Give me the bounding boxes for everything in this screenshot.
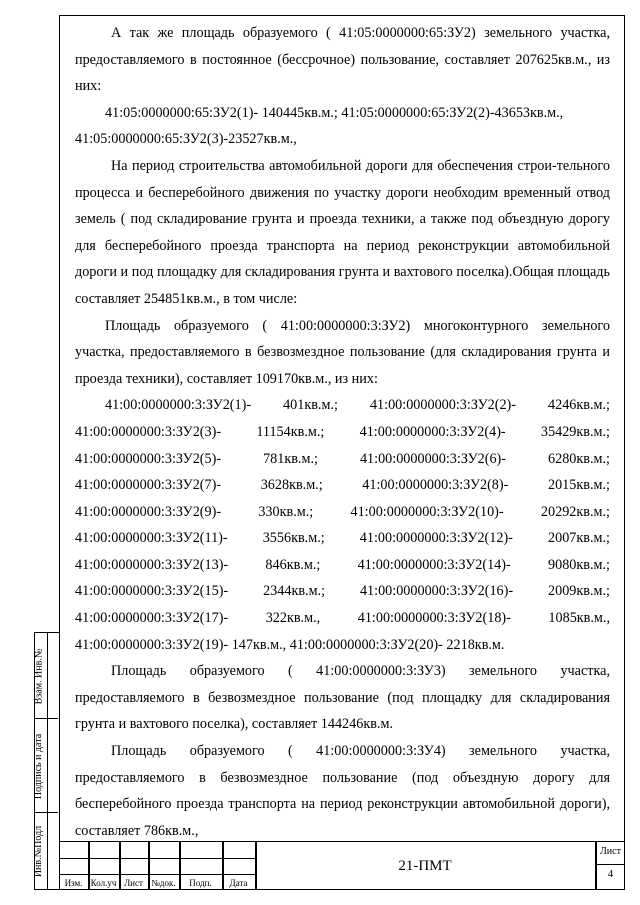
col-kol-uch: Кол.уч (90, 878, 117, 888)
paragraph-zu2-area: А так же площадь образуемого ( 41:05:0000000:65:ЗУ2) земельного участка, предоставляемого в постоянное (бессрочное) пользование, составляет 207625кв.м., из них: (75, 25, 610, 95)
margin-label-podpis: Подпись и дата (33, 733, 44, 799)
plot-list-last-line: 41:00:0000000:3:ЗУ2(19)- 147кв.м., 41:00:0000000:3:ЗУ2(20)- 2218кв.м. (75, 636, 505, 653)
plot-area: 3628кв.м.; (260, 477, 323, 494)
plot-row (75, 605, 610, 632)
plot-area: 6280кв.м.; (548, 450, 610, 467)
plot-row (75, 578, 610, 605)
plot-area: 9080кв.м.; (548, 556, 610, 573)
plot-area: 1085кв.м., (548, 610, 610, 627)
plot-area: 35429кв.м.; (540, 423, 610, 440)
plot-area: 2015кв.м.; (547, 477, 610, 494)
zu2-parts-line-1: 41:05:0000000:65:ЗУ2(1)- 140445кв.м.; 41:05:0000000:65:ЗУ2(2)-43653кв.м., (105, 104, 564, 121)
plot-id: 41:00:0000000:3:ЗУ2(18)- (357, 610, 511, 627)
plot-area: 4246кв.м.; (548, 397, 610, 414)
plot-id: 41:00:0000000:3:ЗУ2(16)- (359, 583, 514, 600)
plot-area: 2007кв.м.; (548, 530, 610, 547)
plot-id: 41:00:0000000:3:ЗУ2(5)- (75, 450, 222, 467)
document-body (75, 20, 610, 844)
sheet-number: 4 (607, 868, 614, 880)
margin-label-inv-podl: Инв.№Подл (33, 825, 45, 877)
plot-id: 41:00:0000000:3:ЗУ2(17)- (75, 610, 229, 627)
col-list: Лист (124, 878, 143, 888)
plot-id: 41:00:0000000:3:ЗУ2(3)- (75, 423, 222, 440)
plot-id: 41:00:0000000:3:ЗУ2(9)- (75, 503, 222, 520)
margin-label-vzam: Взам. Инв.№ (33, 648, 45, 704)
plot-id: 41:00:0000000:3:ЗУ2(7)- (75, 477, 222, 494)
plot-area: 11154кв.м.; (256, 423, 325, 440)
col-podp: Подп. (189, 878, 212, 888)
plot-area: 2009кв.м.; (548, 583, 610, 600)
plot-id: 41:00:0000000:3:ЗУ2(14)- (357, 556, 511, 573)
col-ndok: №док. (151, 878, 176, 888)
plot-row (75, 525, 610, 552)
plot-row (75, 446, 610, 473)
zu2-parts-line-2: 41:05:0000000:65:ЗУ2(3)-23527кв.м., (75, 131, 297, 148)
title-block (59, 841, 625, 890)
plot-id: 41:00:0000000:3:ЗУ2(2)- (369, 397, 517, 414)
plot-area: 846кв.м.; (265, 556, 321, 573)
plot-id: 41:00:0000000:3:ЗУ2(10)- (350, 503, 504, 520)
plot-area: 322кв.м., (265, 610, 321, 627)
plot-id: 41:00:0000000:3:ЗУ2(15)- (75, 583, 229, 600)
plot-area: 3556кв.м.; (262, 530, 325, 547)
plot-area: 2344кв.м.; (263, 583, 326, 600)
plot-id: 41:00:0000000:3:ЗУ2(8)- (362, 477, 509, 494)
plot-area: 781кв.м.; (263, 450, 318, 467)
plot-list (75, 392, 610, 631)
plot-id: 41:00:0000000:3:ЗУ2(13)- (75, 556, 229, 573)
plot-area: 20292кв.м.; (540, 503, 610, 520)
paragraph-zu3-area: Площадь образуемого ( 41:00:0000000:3:ЗУ3) земельного участка, предоставляемого в безвозмездное пользование (под площадку для складирования грунта и вахтового поселка), составляет 144246кв.м. (75, 663, 610, 733)
plot-row (75, 472, 610, 499)
paragraph-multicontour-plot: Площадь образуемого ( 41:00:0000000:3:ЗУ2) многоконтурного земельного участка, предоставляемого в безвозмездное пользование (для складирования грунта и проезда техники), составляет 109170кв.м., из них: (75, 317, 610, 387)
col-izm: Изм. (64, 878, 83, 888)
paragraph-temporary-allotment: На период строительства автомобильной дороги для обеспечения строи-тельного процесса и бесперебойного движения по участку дороги необходим временный отвод земель ( под складирование грунта и проезда техники, а также под объездную дорогу для бесперебойного проезда транспорта на период реконструкции автомобильной дороги и под площадку для складирования грунта и вахтового поселка).Общая площадь составляет 254851кв.м., в том числе: (75, 157, 610, 307)
margin-inner-line (47, 632, 48, 890)
plot-id: 41:00:0000000:3:ЗУ2(4)- (359, 423, 506, 440)
plot-id: 41:00:0000000:3:ЗУ2(6)- (359, 450, 507, 467)
plot-area: 401кв.м.; (283, 397, 338, 414)
plot-id: 41:00:0000000:3:ЗУ2(11)- (75, 530, 228, 547)
sheet-label: Лист (600, 846, 621, 857)
plot-row (75, 392, 610, 419)
plot-id: 41:00:0000000:3:ЗУ2(12)- (359, 530, 513, 547)
plot-row (75, 419, 610, 446)
col-data: Дата (229, 878, 248, 888)
plot-row (75, 499, 610, 526)
plot-id: 41:00:0000000:3:ЗУ2(1)- (105, 397, 252, 414)
document-code: 21-ПМТ (398, 857, 452, 874)
paragraph-zu4-area: Площадь образуемого ( 41:00:0000000:3:ЗУ4) земельного участка, предоставляемого в безвозмездное пользование (под объездную дорогу для бесперебойного проезда транспорта на период реконструкции автомобильной дороги), составляет 786кв.м., (75, 743, 610, 839)
plot-area: 330кв.м.; (258, 503, 314, 520)
plot-row (75, 552, 610, 579)
